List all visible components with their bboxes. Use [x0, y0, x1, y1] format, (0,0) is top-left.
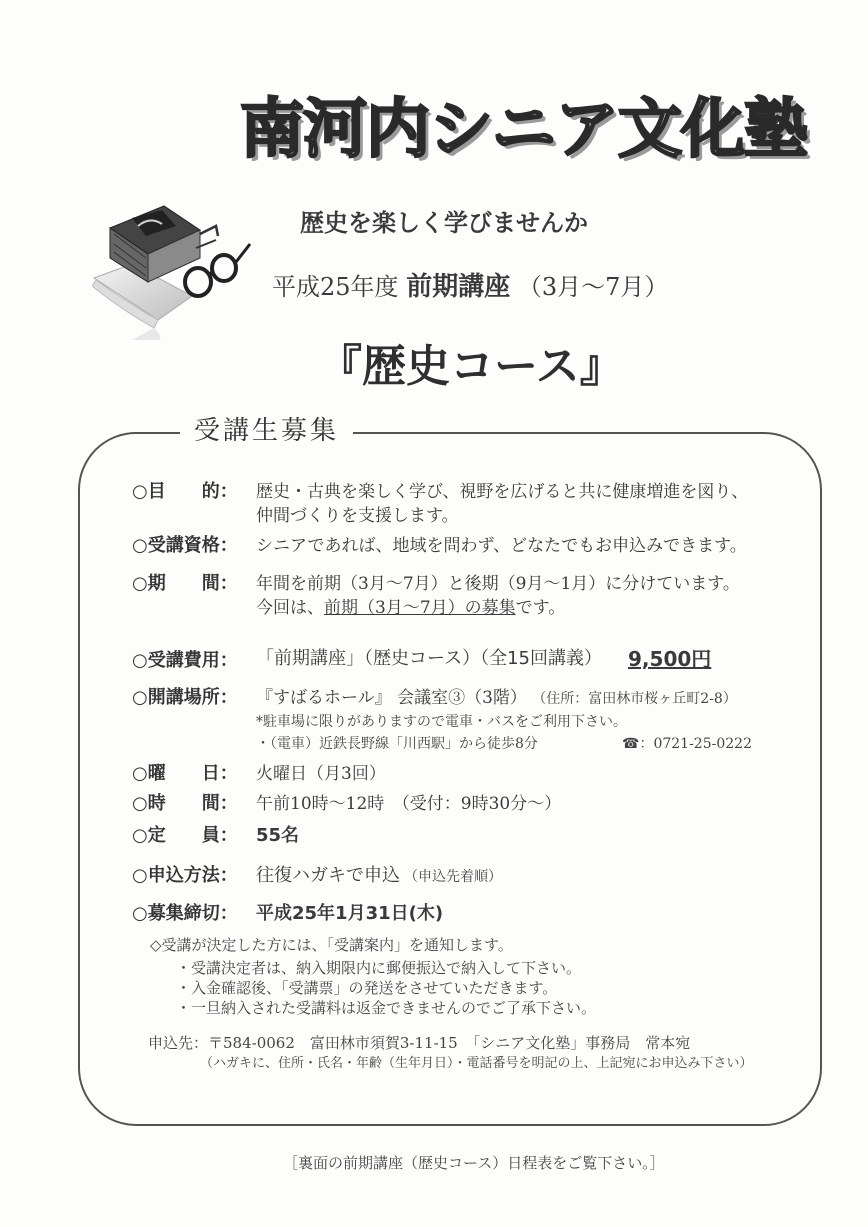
footer-note: ［裏面の前期講座（歴史コース）日程表をご覧下さい。］ — [283, 1154, 665, 1172]
contact-instructions: （ハガキに、住所・氏名・年齢（生年月日）・電話番号を明記の上、上記宛にお申込み下さい） — [200, 1056, 753, 1071]
capacity-row — [132, 824, 299, 848]
period-line1: 年間を前期（3月～7月）と後期（9月～1月）に分けています。 — [256, 574, 740, 594]
fee-label: ○受講費用： — [132, 650, 238, 671]
term-period: （3月～7月） — [517, 273, 669, 301]
weekday-label: ○曜 日： — [132, 763, 238, 784]
notes-bullet: ・受講決定者は、納入期限内に郵便振込で納入して下さい。 — [176, 959, 582, 977]
venue-name: 『すばるホール』 会議室③（3階） — [256, 688, 527, 708]
period-label: ○期 間： — [132, 573, 238, 594]
weekday-text: 火曜日（月3回） — [256, 764, 386, 784]
catchphrase: 歴史を楽しく学びませんか — [300, 209, 588, 237]
capacity-text: 55名 — [256, 825, 300, 846]
eligibility-row — [132, 534, 747, 558]
deadline-label: ○募集締切： — [132, 903, 238, 924]
weekday-row — [132, 762, 386, 786]
purpose-line1: 歴史・古典を楽しく学び、視野を広げると共に健康増進を図り、 — [256, 482, 749, 502]
venue-address: （住所：富田林市桜ヶ丘町2-8） — [532, 691, 737, 707]
venue-tel: ☎：0721-25-0222 — [622, 736, 752, 752]
period-row — [132, 572, 740, 620]
venue-note-train: ・（電車）近鉄長野線「川西駅」から徒歩8分 — [256, 736, 538, 752]
apply-method-text: 往復ハガキで申込 — [256, 865, 400, 886]
venue-row — [132, 686, 737, 710]
fee-text: 「前期講座」（歴史コース）（全15回講義） — [256, 648, 603, 669]
apply-method-label: ○申込方法： — [132, 865, 238, 886]
venue-note-parking: *駐車場に限りがありますので電車・バスをご利用下さい。 — [256, 714, 627, 730]
time-text: 午前10時～12時 （受付：9時30分～） — [256, 794, 562, 814]
notes-lead: ◇受講が決定した方には、「受講案内」を通知します。 — [150, 936, 513, 954]
deadline-text: 平成25年1月31日(木) — [256, 903, 444, 924]
book-and-glasses-icon — [92, 200, 252, 340]
capacity-label: ○定 員： — [132, 825, 238, 846]
course-title: 『歴史コース』 — [318, 341, 624, 392]
apply-method-note: （申込先着順） — [404, 869, 502, 885]
term-prefix: 平成25年度 — [272, 273, 399, 301]
recruitment-badge: 受講生募集 — [180, 410, 353, 447]
purpose-line2: 仲間づくりを支援します。 — [256, 506, 459, 526]
page-title: 南河内シニア文化塾 — [240, 93, 807, 167]
fee-row — [132, 647, 711, 673]
purpose-row — [132, 480, 748, 528]
eligibility-text: シニアであれば、地域を問わず、どなたでもお申込みできます。 — [256, 536, 747, 556]
eligibility-label: ○受講資格： — [132, 535, 238, 556]
period-line2-suffix: です。 — [515, 598, 566, 618]
notes-bullet: ・一旦納入された受講料は返金できませんのでご了承下さい。 — [176, 999, 597, 1017]
deadline-row — [132, 902, 443, 926]
time-row — [132, 792, 561, 816]
notes-bullet: ・入金確認後、「受講票」の発送をさせていただきます。 — [176, 979, 558, 997]
term-main: 前期講座 — [406, 272, 511, 302]
period-line2-prefix: 今回は、 — [256, 598, 324, 618]
venue-label: ○開講場所： — [132, 687, 238, 708]
apply-method-row — [132, 864, 502, 888]
fee-amount: 9,500円 — [628, 647, 712, 671]
time-label: ○時 間： — [132, 793, 238, 814]
term-line — [272, 266, 668, 303]
period-line2-underlined: 前期（3月～7月）の募集 — [324, 598, 516, 618]
contact-address: 申込先：〒584-0062 富田林市須賀3-11-15 「シニア文化塾」事務局 常本宛 — [148, 1034, 691, 1052]
purpose-label: ○目 的： — [132, 481, 238, 502]
